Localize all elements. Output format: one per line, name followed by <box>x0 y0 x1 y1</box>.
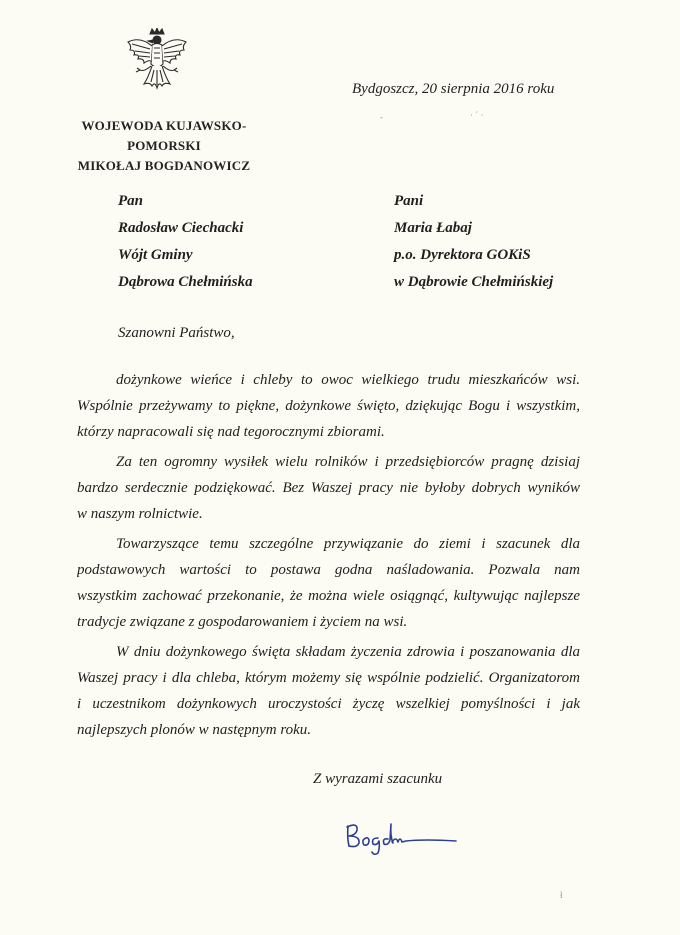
recipient-left-line: Pan <box>118 193 144 209</box>
body-line: W dniu dożynkowego święta składam życzenia zdrowia i poszanowania dla <box>116 644 580 660</box>
paragraph <box>77 367 580 445</box>
handwritten-signature <box>344 816 460 856</box>
recipient-left <box>118 188 253 296</box>
body-line: najlepszych plonów w następnym roku. <box>77 722 312 738</box>
recipient-left-line: Radosław Ciechacki <box>118 220 244 236</box>
body-line: bardzo serdecznie podziękować. Bez Waszej pracy nie byłoby dobrych wyników <box>77 480 580 496</box>
body-line: Za ten ogromny wysiłek wielu rolników i przedsiębiorców pragnę dzisiaj <box>116 454 580 470</box>
body-line: tradycje związane z gospodarowaniem i życiem na wsi. <box>77 614 408 630</box>
paragraph <box>77 531 580 635</box>
letter-body <box>77 367 580 743</box>
recipient-right-line: p.o. Dyrektora GOKiS <box>394 247 531 263</box>
recipient-right-line: Maria Łabaj <box>394 220 472 236</box>
salutation: Szanowni Państwo, <box>118 325 235 341</box>
body-line: dożynkowe wieńce i chleby to owoc wielkiego trudu mieszkańców wsi. <box>116 372 580 388</box>
sender-title: WOJEWODA KUJAWSKO-POMORSKI <box>81 118 247 153</box>
sender-name: MIKOŁAJ BOGDANOWICZ <box>77 158 251 173</box>
eagle-emblem-icon <box>124 28 190 98</box>
body-line: wszystkim zachować przekonanie, że można wiele osiągnąć, kultywując najlepsze <box>77 588 580 604</box>
recipient-right-line: Pani <box>394 193 424 209</box>
place-date: Bydgoszcz, 20 sierpnia 2016 roku <box>352 81 555 97</box>
closing-phrase: Z wyrazami szacunku <box>313 771 443 787</box>
recipient-right <box>394 188 553 296</box>
body-line: Wspólnie przeżywamy to piękne, dożynkowe święto, dziękując Bogu i wszystkim, <box>77 398 580 414</box>
body-line: podstawowych wartości to postawa godna naśladowania. Pozwala nam <box>77 562 580 578</box>
body-line: i uczestnikom dożynkowych uroczystości życzę wszelkiej pomyślności i jak <box>77 696 580 712</box>
body-line: którzy napracowali się nad tegorocznymi zbiorami. <box>77 424 385 440</box>
body-line: Towarzyszące temu szczególne przywiązanie do ziemi i szacunek dla <box>116 536 580 552</box>
paragraph <box>77 449 580 527</box>
recipient-left-line: Dąbrowa Chełmińska <box>118 274 253 290</box>
sender-block <box>46 116 282 176</box>
body-line: w naszym rolnictwie. <box>77 506 203 522</box>
body-line: Waszej pracy i dla chleba, którym możemy się wspólnie podzielić. Organizatorom <box>77 670 580 686</box>
paragraph <box>77 639 580 743</box>
recipient-left-line: Wójt Gminy <box>118 247 193 263</box>
recipient-right-line: w Dąbrowie Chełmińskiej <box>394 274 554 290</box>
letter-page: WOJEWODA KUJAWSKO-POMORSKI MIKOŁAJ BOGDANOWICZ Bydgoszcz, 20 sierpnia 2016 roku Pan Radosław Ciechacki Wójt Gminy Dąbrowa Chełmińska Pani Maria Łabaj p.o. Dyrektora GOKiS w Dąbrowie Chełmińskiej Szanowni Państwo, dożynkowe wieńce i chleby to owoc wielkiego trudu mieszkańców wsi. Wspólnie przeżywamy to piękne, dożynkowe święto, dziękując Bogu i wszystkim, którzy napracowali się nad tegorocznymi zbiorami. Za ten ogromny wysiłek wielu rolników i przedsiębiorców pragnę dzisiaj bardzo serdecznie podziękować. Bez Waszej pracy nie byłoby dobrych wyników w naszym rolnictwie. Towarzyszące temu szczególne przywiązanie do ziemi i szacunek dla podstawowych wartości to postawa godna naśladowania. Pozwala nam wszystkim zachować przekonanie, że można wiele osiągnąć, kultywując najlepsze tradycje związane z gospodarowaniem i życiem na wsi. W dniu dożynkowego święta składam życzenia zdrowia i poszanowania dla Waszej pracy i dla chleba, którym możemy się wspólnie podzielić. Organizatorom i uczestnikom dożynkowych uroczystości życzę wszelkiej pomyślności i jak najlepszych plonów w następnym roku. Z wyrazami szacunku - · ´ · ł <box>0 0 680 935</box>
